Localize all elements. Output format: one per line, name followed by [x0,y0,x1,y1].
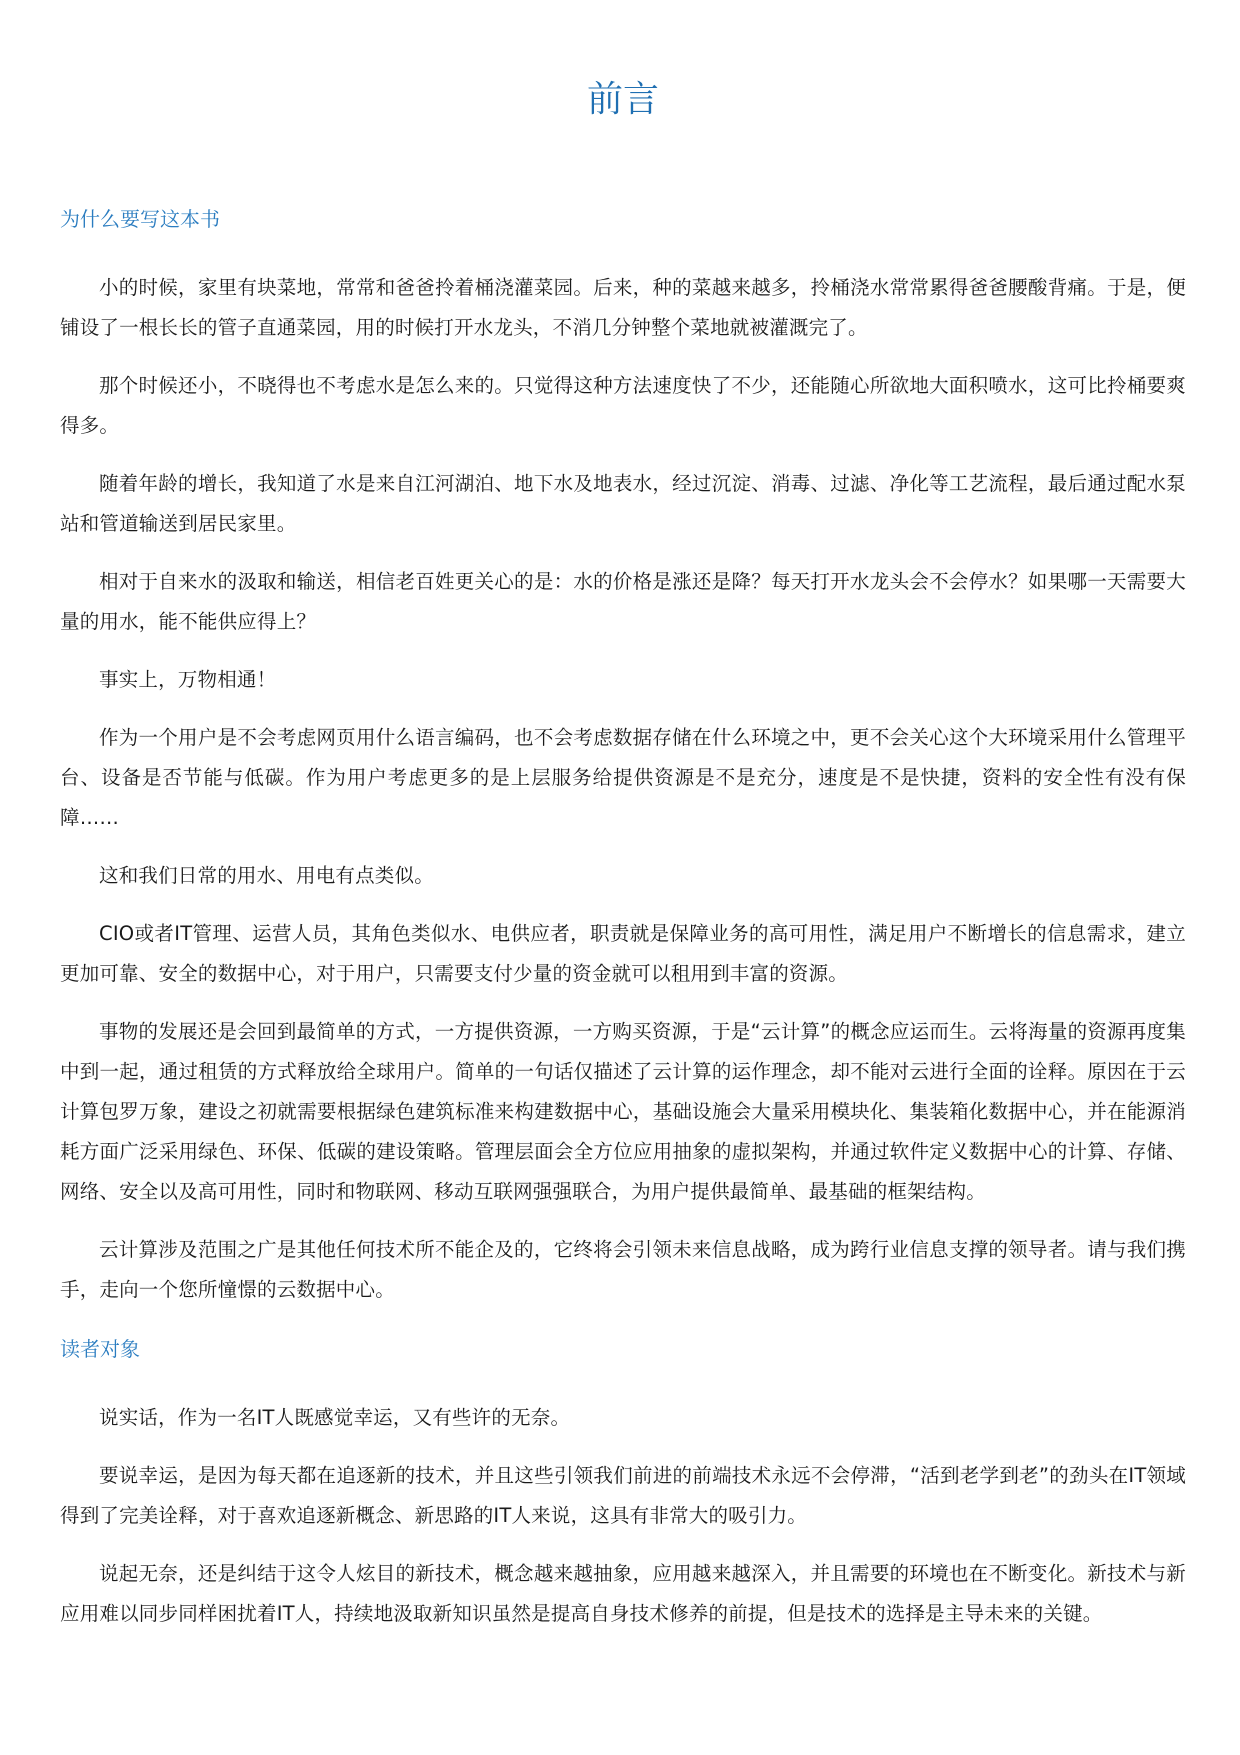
section-heading-why-write: 为什么要写这本书 [60,207,220,231]
section-readers [60,1334,1186,1634]
paragraph: 云计算涉及范围之广是其他任何技术所不能企及的，它终将会引领未来信息战略，成为跨行业信息支撑的领导者。请与我们携手，走向一个您所憧憬的云数据中心。 [60,1238,1186,1301]
document-page [60,0,1186,1652]
paragraph: 作为一个用户是不会考虑网页用什么语言编码，也不会考虑数据存储在什么环境之中，更不会关心这个大环境采用什么管理平台、设备是否节能与低碳。作为用户考虑更多的是上层服务给提供资源是不是充分，速度是不是快捷，资料的安全性有没有保障…… [60,726,1186,829]
paragraph: 随着年龄的增长，我知道了水是来自江河湖泊、地下水及地表水，经过沉淀、消毒、过滤、净化等工艺流程，最后通过配水泵站和管道输送到居民家里。 [60,472,1186,535]
paragraph: 小的时候，家里有块菜地，常常和爸爸拎着桶浇灌菜园。后来，种的菜越来越多，拎桶浇水常常累得爸爸腰酸背痛。于是，便铺设了一根长长的管子直通菜园，用的时候打开水龙头，不消几分钟整个菜地就被灌溉完了。 [60,276,1186,339]
page-title: 前言 [586,79,659,120]
paragraph: 相对于自来水的汲取和输送，相信老百姓更关心的是：水的价格是涨还是降？每天打开水龙头会不会停水？如果哪一天需要大量的用水，能不能供应得上？ [60,570,1186,633]
paragraph: CIO或者IT管理、运营人员，其角色类似水、电供应者，职责就是保障业务的高可用性，满足用户不断增长的信息需求，建立更加可靠、安全的数据中心，对于用户，只需要支付少量的资金就可以租用到丰富的资源。 [60,922,1186,985]
paragraph: 事物的发展还是会回到最简单的方式，一方提供资源，一方购买资源，于是“云计算”的概念应运而生。云将海量的资源再度集中到一起，通过租赁的方式释放给全球用户。简单的一句话仅描述了云计算的运作理念，却不能对云进行全面的诠释。原因在于云计算包罗万象，建设之初就需要根据绿色建筑标准来构建数据中心，基础设施会大量采用模块化、集装箱化数据中心，并在能源消耗方面广泛采用绿色、环保、低碳的建设策略。管理层面会全方位应用抽象的虚拟架构，并通过软件定义数据中心的计算、存储、网络、安全以及高可用性，同时和物联网、移动互联网强强联合，为用户提供最简单、最基础的框架结构。 [60,1020,1186,1203]
paragraph: 这和我们日常的用水、用电有点类似。 [99,864,434,887]
section-heading-readers: 读者对象 [60,1337,140,1361]
section-why-write [60,204,1186,1310]
paragraph: 事实上，万物相通！ [99,668,277,691]
paragraph: 说实话，作为一名IT人既感觉幸运，又有些许的无奈。 [99,1406,571,1429]
paragraph: 要说幸运，是因为每天都在追逐新的技术，并且这些引领我们前进的前端技术永远不会停滞，“活到老学到老”的劲头在IT领域得到了完美诠释，对于喜欢追逐新概念、新思路的IT人来说，这具有非常大的吸引力。 [60,1464,1186,1527]
paragraph: 说起无奈，还是纠结于这令人炫目的新技术，概念越来越抽象，应用越来越深入，并且需要的环境也在不断变化。新技术与新应用难以同步同样困扰着IT人，持续地汲取新知识虽然是提高自身技术修养的前提，但是技术的选择是主导未来的关键。 [60,1562,1186,1625]
paragraph: 那个时候还小，不晓得也不考虑水是怎么来的。只觉得这种方法速度快了不少，还能随心所欲地大面积喷水，这可比拎桶要爽得多。 [60,374,1186,437]
